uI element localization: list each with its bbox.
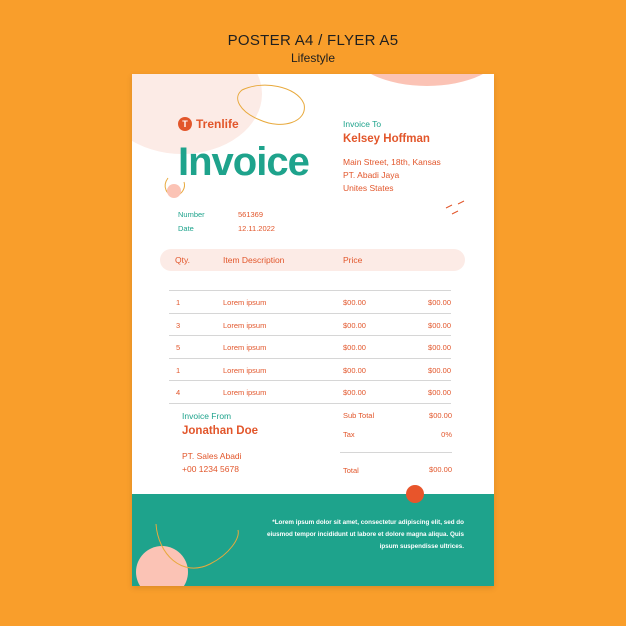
tax-value: 0% [441, 430, 452, 439]
subtotal-label: Sub Total [343, 411, 375, 420]
invoice-to-address-line: PT. Abadi Jaya [343, 170, 400, 180]
total-label: Total [343, 466, 359, 475]
subtotal-value: $00.00 [429, 411, 452, 420]
invoice-from-name: Jonathan Doe [182, 425, 259, 437]
row-price: $00.00 [343, 388, 366, 397]
summary-divider [340, 452, 452, 453]
row-qty: 1 [176, 365, 181, 375]
row-price: $00.00 [343, 365, 366, 375]
brand-logo [178, 117, 239, 131]
brand-name: Trenlife [196, 117, 239, 131]
table-row [169, 381, 451, 404]
total-value: $00.00 [429, 465, 452, 474]
row-total: $00.00 [428, 343, 451, 352]
row-qty: 5 [176, 343, 181, 352]
invoice-document [132, 74, 494, 586]
invoice-number [178, 210, 263, 219]
table-row [169, 314, 451, 337]
invoice-from-company: PT. Sales Abadi [182, 451, 242, 461]
table-row [169, 359, 451, 382]
footer-note: *Lorem ipsum dolor sit amet, consectetur adipiscing elit, sed do eiusmod tempor incididunt ut labore et dolore magna aliqua. Quis ipsum suspendisse ultrices. [267, 519, 464, 550]
invoice-date-label: Date [178, 224, 194, 233]
row-qty: 1 [176, 298, 181, 307]
row-total: $00.00 [428, 388, 451, 397]
invoice-title: Invoice [178, 140, 309, 184]
invoice-to-address-line: Main Street, 18th, Kansas [343, 157, 441, 167]
invoice-date-value: 12.11.2022 [238, 224, 275, 233]
row-price: $00.00 [343, 320, 366, 330]
invoice-to-address-line: Unites States [343, 183, 394, 193]
footer-band [132, 494, 494, 586]
invoice-number-value: 561369 [238, 210, 264, 219]
invoice-date [178, 224, 275, 233]
header-price: Price [343, 255, 363, 265]
table-row [169, 336, 451, 359]
row-item: Lorem ipsum [223, 320, 267, 330]
tax-label: Tax [343, 430, 355, 439]
invoice-number-label: Number [178, 210, 205, 219]
row-qty: 4 [176, 388, 181, 397]
invoice-to-name: Kelsey Hoffman [343, 133, 430, 145]
poster-subtitle: Lifestyle [290, 51, 336, 65]
row-price: $00.00 [343, 298, 366, 307]
row-item: Lorem ipsum [223, 365, 267, 375]
row-item: Lorem ipsum [223, 343, 267, 352]
table-header [160, 249, 465, 271]
row-item: Lorem ipsum [223, 298, 267, 307]
decor-dot [406, 485, 424, 503]
invoice-from-label: Invoice From [182, 411, 232, 421]
header-qty: Qty. [175, 255, 190, 265]
header-item-description: Item Description [223, 255, 285, 265]
brand-icon: T [178, 117, 192, 131]
row-price: $00.00 [343, 343, 366, 352]
poster-title: POSTER A4 / FLYER A5 [227, 32, 399, 49]
row-item: Lorem ipsum [223, 388, 267, 397]
decor-footer-lines [132, 494, 252, 586]
invoice-from-phone: +00 1234 5678 [182, 464, 239, 474]
row-total: $00.00 [428, 365, 451, 375]
row-total: $00.00 [428, 298, 451, 307]
invoice-to-label: Invoice To [343, 119, 382, 129]
line-items [169, 290, 451, 404]
table-row [169, 290, 451, 314]
row-total: $00.00 [428, 320, 451, 330]
row-qty: 3 [176, 320, 181, 330]
